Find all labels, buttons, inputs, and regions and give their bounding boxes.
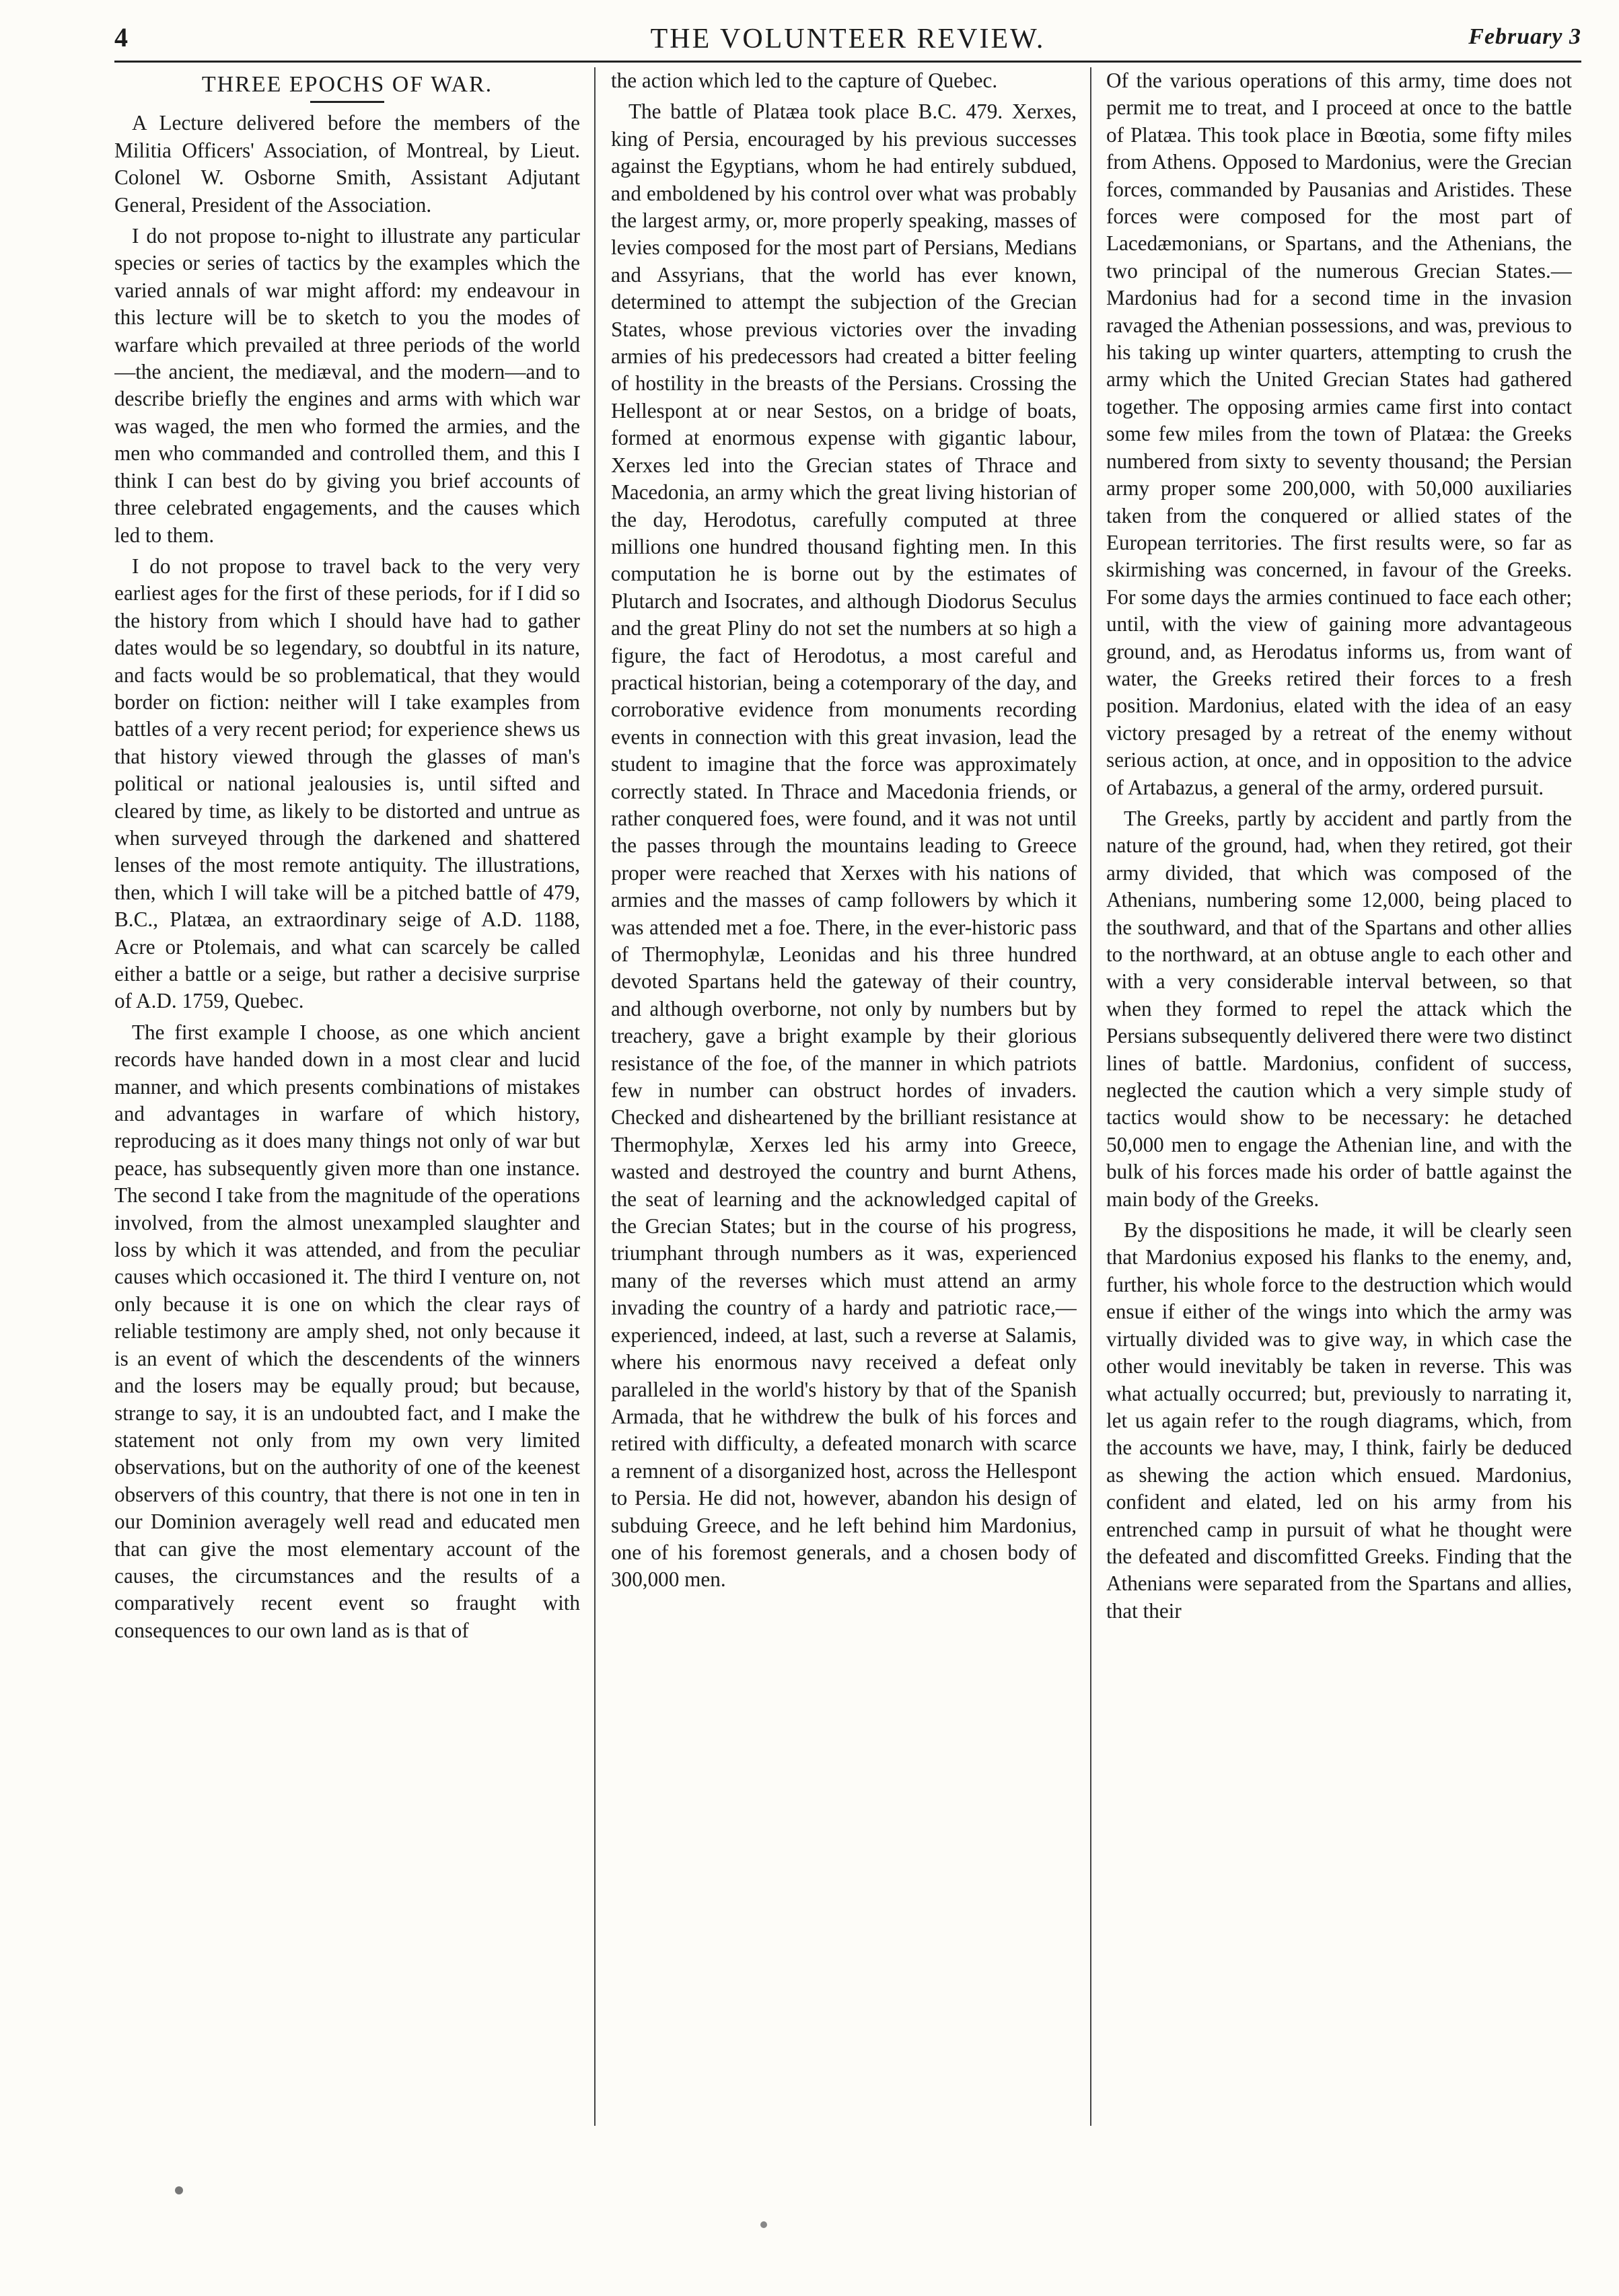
article-intro: A Lecture delivered before the members of the Militia Officers' Association, of Montreal, by Lieut. Colonel W. Osborne Smith, Assistant Adjutant General, President of the Association. (114, 111, 580, 217)
column-2 (611, 67, 1077, 2126)
paragraph: Of the various operations of this army, time does not permit me to treat, and I proceed at once to the battle of Platæa. This took place in Bœotia, some fifty miles from Athens. Opposed to Mardonius, were the Grecian forces, commanded by Pausanias and Aristides. These forces were composed for the most part of Lacedæmonians, or Spartans, and the Athenians, the two principal of the numerous Grecian States.— Mardonius had for a second time in the invasion ravaged the Athenian possessions, and was, previous to his taking up winter quarters, attempting to crush the army which the United Grecian States had gathered together. The opposing armies came first into contact some few miles from the town of Platæa: the Greeks numbered from sixty to seventy thousand; the Persian army proper some 200,000, with 50,000 auxiliaries taken from the conquered or allied states of the European territories. The first results were, so far as skirmishing was concerned, in favour of the Greeks. For some days the armies continued to face each other; until, with the view of gaining more advantageous ground, and, as Herodatus informs us, from want of water, the Greeks retired their forces to a fresh position. Mardonius, elated with the idea of an easy victory presaged by a retreat of the enemy without serious action, at once, and in opposition to the advice of Artabazus, a general of the army, ordered pursuit. (1106, 69, 1572, 799)
paragraph: The battle of Platæa took place B.C. 479. Xerxes, king of Persia, encouraged by his previous successes against the Egyptians, whom he had entirely subdued, and emboldened by his control over what was probably the largest army, or, more properly speaking, masses of levies composed for the most part of Persians, Medians and Assyrians, that the world has ever known, determined to attempt the subjection of the Grecian States, whose previous victories over the invading armies of his predecessors had created a bitter feeling of hostility in the breasts of the Persians. Crossing the Hellespont at or near Sestos, on a bridge of boats, formed at enormous expense with gigantic labour, Xerxes led into the Grecian states of Thrace and Macedonia, an army which the great living historian of the day, Herodotus, carefully computed at three millions one hundred thousand fighting men. In this computation he is borne out by the estimates of Plutarch and Isocrates, and although Diodorus Seculus and the great Pliny do not set the numbers at so high a figure, the fact of Herodotus, a most careful and practical historian, being a cotemporary of the day, and corroborative evidence from monuments recording events in connection with this great invasion, lead the student to imagine that the force was approximately correctly stated. In Thrace and Macedonia friends, or rather conquered foes, were found, and it was not until the passes through the mountains leading to Greece proper were reached that Xerxes with his nations of armies and the masses of camp followers by which it was attended met a foe. There, in the ever-historic pass of Thermophylæ, Leonidas and his three hundred devoted Spartans held the gateway of their country, and although overborne, not only by numbers but by treachery, gave a bright example by their glorious resistance of the foe, of the manner in which patriots few in number can obstruct hordes of invaders. Checked and disheartened by the brilliant resistance at Thermophylæ, Xerxes led his army into Greece, wasted and destroyed the country and burnt Athens, the seat of learning and the acknowledged capital of the Grecian States; but in the course of his progress, triumphant through numbers as it was, experienced many of the reverses which must attend an army invading the country of a hardy and patriotic race,— experienced, indeed, at last, such a reverse at Salamis, where his enormous navy received a defeat only paralleled in the world's history by that of the Spanish Armada, that he withdrew the bulk of his forces and retired with difficulty, a defeated monarch with scarce a remnent of a disorganized host, across the Hellespont to Persia. He did not, however, abandon his design of subduing Greece, and he left behind him Mardonius, one of his foremost generals, and a chosen body of 300,000 men. (611, 100, 1077, 1592)
ink-speck (175, 2186, 183, 2194)
page-number: 4 (114, 22, 128, 52)
paragraph: I do not propose to travel back to the very very earliest ages for the first of these periods, for if I did so the history from which I should have had to gather dates would be so legendary, so doubtful in its nature, and facts would be so problematical, that they would border on fiction: neither will I take examples from battles of a very recent period; for experience shews us that history viewed through the glasses of man's political or national jealousies is, until sifted and cleared by time, as likely to be distorted and untrue as when surveyed through the darkened and shattered lenses of the most remote antiquity. The illustrations, then, which I will take will be a pitched battle of 479, B.C., Platæa, an extraordinary seige of A.D. 1188, Acre or Ptolemais, and what can scarcely be called either a battle or a seige, but rather a decisive surprise of A.D. 1759, Quebec. (114, 554, 580, 1013)
paragraph: I do not propose to-night to illustrate any particular species or series of tactics by the examples which the varied annals of war might afford: my endeavour in this lecture will be to sketch to you the modes of warfare which prevailed at three periods of the world—the ancient, the mediæval, and the modern—and to describe briefly the engines and arms with which war was waged, the men who formed the armies, and the men who commanded and controlled them, and this I think I can best do by giving you brief accounts of three celebrated engagements, and the causes which led to them. (114, 224, 580, 547)
column-divider (1090, 67, 1091, 2126)
column-1 (114, 67, 580, 2126)
masthead: THE VOLUNTEER REVIEW. (650, 24, 1046, 54)
column-3 (1106, 67, 1572, 2126)
title-rule (310, 101, 384, 103)
paragraph: The Greeks, partly by accident and partly from the nature of the ground, had, when they retired, got their army divided, that which was composed of the Athenians, numbering some 12,000, being placed to the southward, and that of the Spartans and other allies to the northward, at an obtuse angle to each other and with a very considerable interval between, so that when they formed to repel the attack which the Persians subsequently delivered there were two distinct lines of battle. Mardonius, confident of success, neglected the caution which a very simple study of tactics would show to be necessary: he detached 50,000 men to engage the Athenian line, and with the bulk of his forces made his order of battle against the main body of the Greeks. (1106, 806, 1572, 1211)
paragraph: the action which led to the capture of Quebec. (611, 69, 998, 92)
issue-date: February 3 (1468, 24, 1581, 49)
column-divider (594, 67, 596, 2126)
article-title: THREE EPOCHS OF WAR. (201, 72, 493, 97)
page-header (114, 20, 1581, 63)
ink-speck (760, 2221, 767, 2228)
paragraph: The first example I choose, as one which ancient records have handed down in a most clear and lucid manner, and which presents combinations of mistakes and advantages in warfare of which history, reproducing as it does many things not only of war but peace, has subsequently given more than one instance. The second I take from the magnitude of the operations involved, from the almost unexampled slaughter and loss by which it was attended, and from the peculiar causes which occasioned it. The third I venture on, not only because it is one on which the clear rays of reliable testimony are amply shed, not only because it is an event of which the descendents of the winners and the losers may be equally proud; but because, strange to say, it is an undoubted fact, and I make the statement not only from my own very limited observations, but on the authority of one of the keenest observers of this country, that there is not one in ten in our Dominion averagely well read and educated men that can give the most elementary account of the causes, the circumstances and the results of a comparatively recent event so fraught with consequences to our own land as is that of (114, 1020, 580, 1642)
paragraph: By the dispositions he made, it will be clearly seen that Mardonius exposed his flanks to the enemy, and, further, his whole force to the destruction which would ensue if either of the wings into which the army was virtually divided was to give way, in which case the other would inevitably be taken in reverse. This was what actually occurred; but, previously to narrating it, let us again refer to the rough diagrams, which, from the accounts we have, may, I think, fairly be deduced as shewing the action which ensued. Mardonius, confident and elated, led on his army from his entrenched camp in pursuit of what he thought were the defeated and discomfitted Greeks. Finding that the Athenians were separated from the Spartans and allies, that their (1106, 1218, 1572, 1623)
